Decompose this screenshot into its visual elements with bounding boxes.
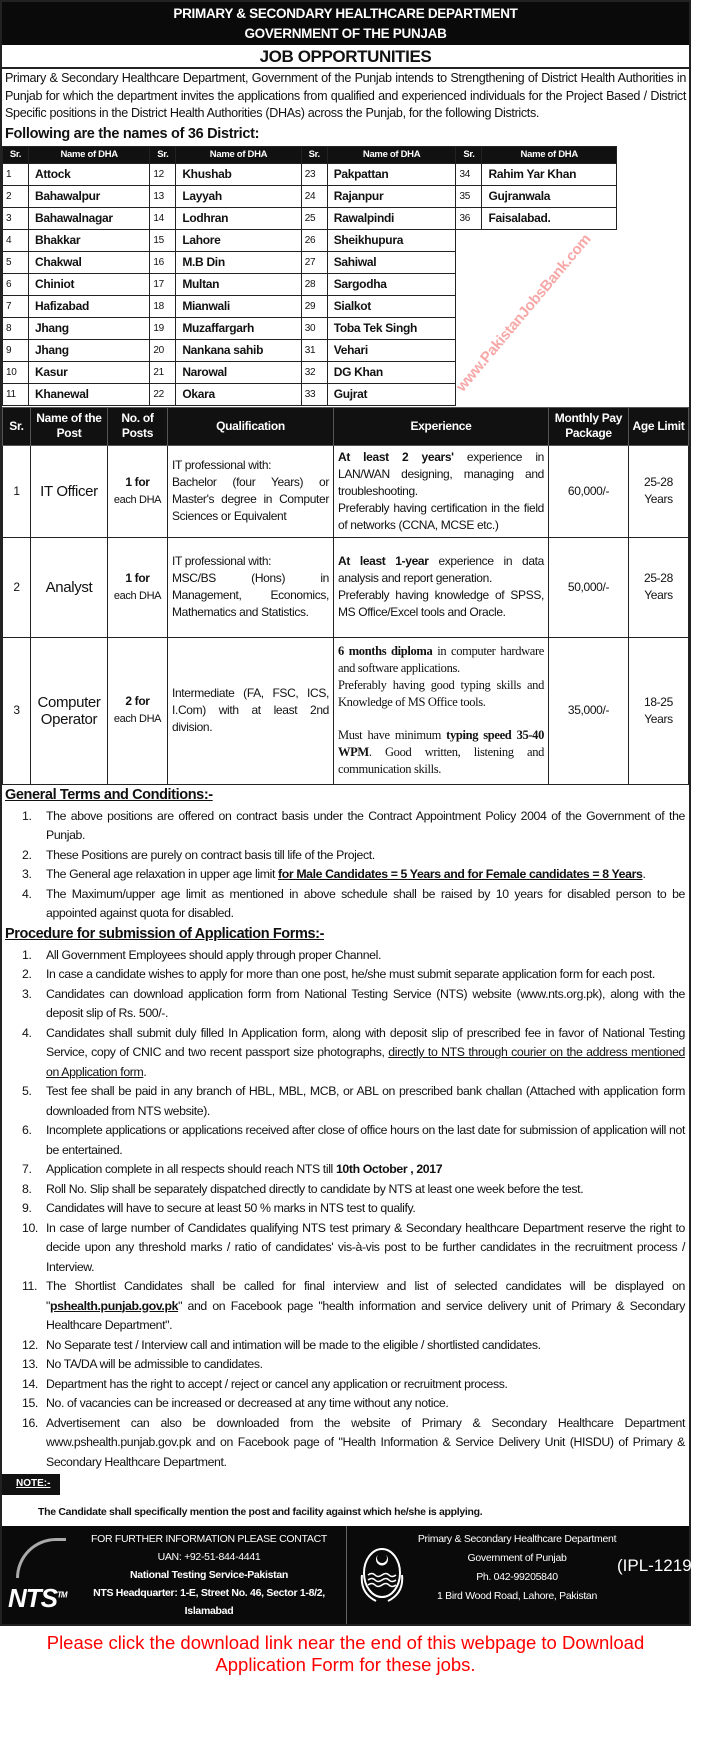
job-row <box>3 637 689 784</box>
district-name: Jhang <box>29 339 150 361</box>
job-pay: 35,000/- <box>549 637 629 784</box>
item-text-part: The Maximum/upper age limit as mentioned in above schedule shall be raised by 10 years for disabled person to be appointed against quota for disabled. <box>46 886 685 920</box>
col-header: Qualification <box>168 407 334 445</box>
qualification-line: IT professional with: <box>172 554 272 568</box>
list-item <box>22 985 685 1024</box>
experience-line <box>338 449 544 500</box>
item-emphasis: for Male Candidates = 5 Years and for Female candidates = 8 Years <box>278 867 643 881</box>
district-number: 34 <box>456 163 482 185</box>
district-number: 9 <box>3 339 29 361</box>
list-item <box>22 1414 685 1473</box>
item-number: 9. <box>22 1201 32 1215</box>
col-header: Sr. <box>3 407 31 445</box>
district-number: 32 <box>301 361 327 383</box>
item-number: 16. <box>22 1415 38 1430</box>
district-number: 3 <box>3 207 29 229</box>
district-number: 36 <box>456 207 482 229</box>
district-name: Pakpattan <box>327 163 456 185</box>
item-text-part: Advertisement can also be downloaded from the website of Primary & Secondary Healthcare Department www.pshealth.punjab.gov.pk and on Facebook page of "Health Information & Service Delivery Unit (HISDU) of Primary & Secondary Healthcare Department. <box>46 1415 685 1469</box>
item-text <box>46 1024 685 1083</box>
jobs-table <box>2 407 689 785</box>
terms-list <box>2 807 689 924</box>
qualification-line: IT professional with: <box>172 458 272 472</box>
item-number: 10. <box>22 1220 38 1235</box>
district-number: 20 <box>150 339 176 361</box>
item-number: 7. <box>22 1162 32 1176</box>
district-number: 27 <box>301 251 327 273</box>
nts-logo <box>2 1526 72 1624</box>
col-header: Age Limit <box>629 407 689 445</box>
experience-text: experience in data analysis and report generation. <box>338 554 544 585</box>
item-text-part: Incomplete applications or applications received after close of office hours on the last date for submission of application will not be entertained. <box>46 1123 685 1157</box>
list-item <box>22 1082 685 1121</box>
district-name: Rahim Yar Khan <box>482 163 617 185</box>
district-name: Hafizabad <box>29 295 150 317</box>
job-post-name: Analyst <box>31 537 108 637</box>
punjab-emblem-icon <box>347 1526 417 1624</box>
district-number: 33 <box>301 383 327 405</box>
district-name: Chiniot <box>29 273 150 295</box>
list-item <box>22 1394 685 1414</box>
item-text-part: In case a candidate wishes to apply for more than one post, he/she must submit separate application form for each post. <box>46 967 655 981</box>
download-notice[interactable]: Please click the download link near the end of this webpage to Download Application Form for these jobs. <box>46 1632 645 1675</box>
district-number: 12 <box>150 163 176 185</box>
col-header-name: Name of DHA <box>29 146 150 163</box>
district-number: 1 <box>3 163 29 185</box>
list-item <box>22 1199 685 1219</box>
col-header: Name of the Post <box>31 407 108 445</box>
watermark: www.PakistanJobsBank.com <box>453 231 595 395</box>
requirement-text: . Good written, listening and communication skills. <box>338 745 544 776</box>
item-text-part: . <box>642 867 646 881</box>
item-number: 3. <box>22 986 32 1001</box>
job-posts-count <box>108 637 168 784</box>
district-number: 15 <box>150 229 176 251</box>
district-number: 16 <box>150 251 176 273</box>
posts-number: 1 for <box>125 570 150 585</box>
uan-number: UAN: +92-51-844-4441 <box>157 1551 261 1563</box>
item-text-part: These Positions are purely on contract basis till life of the Project. <box>46 847 375 862</box>
qualification-line: Intermediate (FA, FSC, ICS, I.Com) with at least 2nd division. <box>172 686 329 734</box>
district-name: Muzaffargarh <box>176 317 301 339</box>
district-name: DG Khan <box>327 361 456 383</box>
procedure-list <box>2 946 689 1473</box>
district-name: Multan <box>176 273 301 295</box>
item-number: 1. <box>22 947 32 962</box>
list-item <box>22 1219 685 1278</box>
experience-highlight: 6 months diploma <box>338 644 433 658</box>
job-sr: 3 <box>3 637 31 784</box>
list-item <box>22 1355 685 1375</box>
department-header <box>2 2 689 45</box>
footer-dept: Primary & Secondary Healthcare Department <box>417 1533 617 1545</box>
posts-unit: each DHA <box>113 589 162 602</box>
col-header-sr: Sr. <box>456 146 482 163</box>
item-text <box>46 1180 685 1200</box>
job-row <box>3 537 689 637</box>
job-age-limit <box>629 445 689 537</box>
age-range: 18-25 <box>644 694 673 709</box>
district-number: 17 <box>150 273 176 295</box>
qualification-line: Bachelor (four Years) or Master's degree in Computer Sciences or Equivalent <box>172 475 329 523</box>
district-number: 19 <box>150 317 176 339</box>
experience-text: in computer hardware and software applications. <box>338 644 544 675</box>
district-name: Lodhran <box>176 207 301 229</box>
item-text-part: Candidates can download application form from National Testing Service (NTS) website (www.nts.org.pk), along with the deposit slip of Rs. 500/-. <box>46 986 685 1020</box>
item-text-part: Roll No. Slip shall be separately dispatched directly to candidate by NTS at least one week before the test. <box>46 1181 584 1196</box>
district-name: Bahawalpur <box>29 185 150 207</box>
posts-number: 2 for <box>125 694 150 708</box>
footer-contact <box>2 1526 707 1624</box>
job-age-limit <box>629 537 689 637</box>
job-qualification <box>168 537 334 637</box>
district-name: Gujrat <box>327 383 456 405</box>
district-row <box>3 229 617 251</box>
district-number: 21 <box>150 361 176 383</box>
job-experience <box>334 637 549 784</box>
item-text <box>46 1375 685 1395</box>
age-range: 25-28 <box>644 571 673 585</box>
footer-address: 1 Bird Wood Road, Lahore, Pakistan <box>436 1590 598 1602</box>
col-header-name: Name of DHA <box>176 146 301 163</box>
posts-unit: each DHA <box>113 713 162 725</box>
item-text-part: Application complete in all respects should reach NTS till <box>46 1162 336 1176</box>
district-number: 11 <box>3 383 29 405</box>
district-number: 6 <box>3 273 29 295</box>
district-name: Lahore <box>176 229 301 251</box>
district-name: Sialkot <box>327 295 456 317</box>
district-number: 22 <box>150 383 176 405</box>
list-item <box>22 885 685 924</box>
posts-number: 1 for <box>125 474 150 489</box>
item-text-part: The Shortlist Candidates shall be called for final interview and list of selected candidates will be displayed on " <box>46 1279 685 1313</box>
item-text <box>46 1336 685 1356</box>
job-age-limit <box>629 637 689 784</box>
item-text <box>46 1414 685 1473</box>
empty-cell <box>453 229 617 405</box>
col-header-sr: Sr. <box>3 146 29 163</box>
district-name: Nankana sahib <box>176 339 301 361</box>
item-text-part: No TA/DA will be admissible to candidates. <box>46 1357 263 1371</box>
col-header: No. of Posts <box>108 407 168 445</box>
age-unit: Years <box>644 492 673 506</box>
job-post-name: IT Officer <box>31 445 108 537</box>
item-text <box>46 1219 685 1278</box>
department-contact <box>417 1526 617 1624</box>
districts-heading: Following are the names of 36 District: <box>5 125 260 142</box>
district-number: 29 <box>301 295 327 317</box>
item-text-part: Department has the right to accept / reject or cancel any application or recruitment process. <box>46 1376 508 1391</box>
nts-address: NTS Headquarter: 1-E, Street No. 46, Sector 1-8/2, Islamabad <box>93 1587 325 1617</box>
item-number: 6. <box>22 1123 32 1137</box>
district-name: Rajanpur <box>327 185 456 207</box>
district-number: 2 <box>3 185 29 207</box>
district-number: 26 <box>301 229 327 251</box>
job-qualification <box>168 637 334 784</box>
col-header-name: Name of DHA <box>482 146 617 163</box>
item-text-part: No Separate test / Interview call and intimation will be made to the eligible / shortlisted candidates. <box>46 1337 541 1352</box>
district-name: Khushab <box>176 163 301 185</box>
nts-name: National Testing Service-Pakistan <box>130 1569 288 1581</box>
item-text <box>46 865 685 885</box>
item-text <box>46 1199 685 1219</box>
trademark: TM <box>57 1590 67 1600</box>
item-text-part: No. of vacancies can be increased or decreased at any time without any notice. <box>46 1396 449 1410</box>
district-name: Gujranwala <box>482 185 617 207</box>
nts-contact <box>72 1526 347 1624</box>
item-text <box>46 885 685 924</box>
watermark-area <box>453 230 616 406</box>
list-item <box>22 865 685 885</box>
district-row <box>3 185 617 207</box>
district-name: Sheikhupura <box>327 229 456 251</box>
experience-preference: Preferably having good typing skills and Knowledge of MS Office tools. <box>338 678 544 709</box>
note-label: NOTE:- <box>2 1474 60 1495</box>
department-name: PRIMARY & SECONDARY HEALTHCARE DEPARTMENT <box>173 6 518 21</box>
list-item <box>22 1277 685 1336</box>
government-name: GOVERNMENT OF THE PUNJAB <box>244 26 447 41</box>
list-item <box>22 1336 685 1356</box>
item-number: 5. <box>22 1084 32 1098</box>
district-number: 31 <box>301 339 327 361</box>
item-text <box>46 1355 685 1375</box>
footer-govt: Government of Punjab <box>467 1552 567 1564</box>
district-name: Bahawalnagar <box>29 207 150 229</box>
district-table <box>2 146 617 406</box>
item-number: 3. <box>22 867 32 881</box>
district-name: Narowal <box>176 361 301 383</box>
experience-preference: Preferably having certification in the field of networks (CCNA, MCSE etc.) <box>338 500 544 532</box>
item-text-part: The General age relaxation in upper age limit <box>46 867 279 881</box>
item-text-part: Test fee shall be paid in any branch of HBL, MBL, MCB, or ABL on prescribed bank challan (Attached with application form downloaded from NTS website). <box>46 1084 685 1118</box>
item-number: 2. <box>22 847 32 862</box>
experience-requirement <box>338 727 544 778</box>
footer-phone: Ph. 042-99205840 <box>476 1571 558 1583</box>
item-number: 4. <box>22 886 32 901</box>
item-text-part: Candidates will have to secure at least 50 % marks in NTS test to qualify. <box>46 1201 416 1215</box>
district-name: Jhang <box>29 317 150 339</box>
list-item <box>22 965 685 985</box>
job-qualification <box>168 445 334 537</box>
item-text <box>46 807 685 846</box>
district-name: Attock <box>29 163 150 185</box>
district-number: 7 <box>3 295 29 317</box>
item-text-part: In case of large number of Candidates qualifying NTS test primary & Secondary healthcare Department reserve the right to decide upon any threshold marks / ratio of candidates' vis-à-vis post to be further candidates in the recruitment process / Interview. <box>46 1220 685 1274</box>
district-name: M.B Din <box>176 251 301 273</box>
item-text <box>46 1160 685 1180</box>
job-pay: 60,000/- <box>549 445 629 537</box>
job-row <box>3 445 689 537</box>
item-text-part: The above positions are offered on contract basis under the Contract Appointment Policy 2004 of the Government of the Punjab. <box>46 808 685 842</box>
item-text <box>46 946 685 966</box>
item-text <box>46 1394 685 1414</box>
terms-heading: General Terms and Conditions:- <box>5 786 213 803</box>
district-number: 5 <box>3 251 29 273</box>
item-text-part: Candidates shall submit duly filled In Application form, along with deposit slip of prescribed fee in favor of National Testing Service, copy of CNIC and two recent passport size photographs, <box>46 1025 685 1059</box>
district-number: 10 <box>3 361 29 383</box>
district-number: 8 <box>3 317 29 339</box>
district-number: 23 <box>301 163 327 185</box>
district-number: 24 <box>301 185 327 207</box>
experience-line <box>338 553 544 587</box>
item-text <box>46 1082 685 1121</box>
job-sr: 2 <box>3 537 31 637</box>
district-number: 13 <box>150 185 176 207</box>
age-unit: Years <box>644 588 673 602</box>
list-item <box>22 1180 685 1200</box>
posts-unit: each DHA <box>113 493 162 506</box>
job-experience <box>334 537 549 637</box>
list-item <box>22 1121 685 1160</box>
qualification-line: MSC/BS (Hons) in Management, Economics, Mathematics and Statistics. <box>172 571 329 619</box>
item-number: 1. <box>22 808 32 823</box>
experience-highlight: At least 2 years' <box>338 449 454 464</box>
col-header-sr: Sr. <box>150 146 176 163</box>
item-number: 14. <box>22 1376 38 1391</box>
list-item <box>22 1024 685 1083</box>
district-name: Kasur <box>29 361 150 383</box>
district-number: 35 <box>456 185 482 207</box>
experience-preference: Preferably having knowledge of SPSS, MS Office/Excel tools and Oracle. <box>338 588 544 619</box>
item-text <box>46 1121 685 1160</box>
item-text <box>46 846 685 866</box>
item-text-part: All Government Employees should apply through proper Channel. <box>46 947 382 962</box>
intro-paragraph: Primary & Secondary Healthcare Department, Government of the Punjab intends to Strengthening of District Health Authorities in Punjab for which the department invites the applications from qualified and experienced individuals for the Project Based / District Specific positions in the District Health Authorities (DHAs) across the Punjab, for the following Districts. <box>5 71 686 120</box>
district-name: Vehari <box>327 339 456 361</box>
job-sr: 1 <box>3 445 31 537</box>
requirement-text: Must have minimum <box>338 728 447 742</box>
experience-highlight: At least 1-year <box>338 554 429 568</box>
job-experience <box>334 445 549 537</box>
item-number: 2. <box>22 967 32 981</box>
age-unit: Years <box>644 711 673 726</box>
list-item <box>22 807 685 846</box>
job-posts-count <box>108 537 168 637</box>
district-number: 18 <box>150 295 176 317</box>
item-number: 11. <box>22 1279 38 1293</box>
contact-heading: FOR FURTHER INFORMATION PLEASE CONTACT <box>91 1533 327 1545</box>
procedure-heading: Procedure for submission of Application Forms:- <box>5 925 325 942</box>
col-header: Monthly Pay Package <box>549 407 629 445</box>
district-name: Khanewal <box>29 383 150 405</box>
item-number: 13. <box>22 1357 38 1371</box>
ipl-code: (IPL-12196) <box>617 1556 707 1575</box>
district-name: Layyah <box>176 185 301 207</box>
requirement-highlight: typing speed 35-40 WPM <box>338 728 544 759</box>
district-row <box>3 163 617 185</box>
item-number: 15. <box>22 1396 38 1410</box>
job-pay: 50,000/- <box>549 537 629 637</box>
item-number: 8. <box>22 1181 32 1196</box>
item-emphasis: 10th October , 2017 <box>335 1162 443 1176</box>
district-name: Okara <box>176 383 301 405</box>
experience-text: experience in LAN/WAN designing, managing and troubleshooting. <box>338 449 544 498</box>
district-name: Mianwali <box>176 295 301 317</box>
district-name: Bhakkar <box>29 229 150 251</box>
job-post-name: Computer Operator <box>31 637 108 784</box>
district-name: Rawalpindi <box>327 207 456 229</box>
list-item <box>22 846 685 866</box>
item-number: 4. <box>22 1025 32 1040</box>
item-text-part: . <box>143 1064 147 1079</box>
col-header-sr: Sr. <box>301 146 327 163</box>
district-name: Sargodha <box>327 273 456 295</box>
col-header-name: Name of DHA <box>327 146 456 163</box>
item-emphasis: directly to NTS through courier on the address mentioned on Application form <box>46 1045 686 1079</box>
district-name: Chakwal <box>29 251 150 273</box>
item-text <box>46 1277 685 1336</box>
page-title: JOB OPPORTUNITIES <box>2 45 689 69</box>
district-name: Faisalabad. <box>482 207 617 229</box>
item-number: 12. <box>22 1337 38 1352</box>
list-item <box>22 946 685 966</box>
item-text <box>46 985 685 1024</box>
district-number: 28 <box>301 273 327 295</box>
age-range: 25-28 <box>644 475 673 489</box>
district-number: 30 <box>301 317 327 339</box>
district-name: Toba Tek Singh <box>327 317 456 339</box>
district-number: 25 <box>301 207 327 229</box>
list-item <box>22 1375 685 1395</box>
district-name: Sahiwal <box>327 251 456 273</box>
item-emphasis: pshealth.punjab.gov.pk <box>50 1298 179 1313</box>
col-header: Experience <box>334 407 549 445</box>
district-number: 14 <box>150 207 176 229</box>
district-number: 4 <box>3 229 29 251</box>
district-row <box>3 207 617 229</box>
list-item <box>22 1160 685 1180</box>
item-text <box>46 965 685 985</box>
job-posts-count <box>108 445 168 537</box>
note-text: The Candidate shall specifically mention the post and facility against which he/she is applying. <box>38 1506 483 1518</box>
item-text-part: " and on Facebook page "health information and service delivery unit of Primary & Secondary Healthcare Department". <box>46 1298 685 1332</box>
experience-line <box>338 643 544 677</box>
nts-logo-text: NTS <box>8 1583 57 1613</box>
